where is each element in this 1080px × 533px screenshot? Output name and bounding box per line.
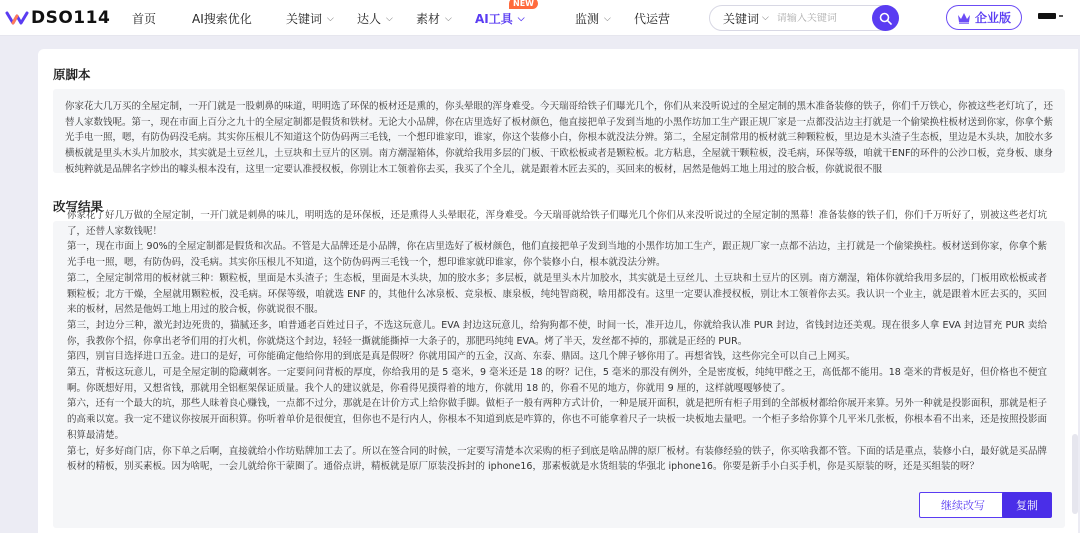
user-avatar[interactable]	[1038, 13, 1056, 19]
search-scope-select[interactable]	[710, 10, 769, 27]
nav-label: 监测	[575, 12, 600, 26]
nav-label: 达人	[357, 12, 382, 26]
result-paragraph: 第七，好多好商门店，你下单之后啊，直接就给小作坊贴牌加工去了。所以在签合同的时候，一定要写清楚本次采购的柜子到底是啥品牌的原厂板材。有装修经验的铁子，你买啥我都不管。下面的话是重点，装修小白，最好就是买品牌板材的精板，别买素板。因为啥呢，一会儿就给你干蒙圈了。通俗点讲，精板就是原厂原装没拆封的 iphone16，那素板就是水货组装的华强北 iphone16。你要是新手小白买手机，你是买原装的呀，还是买组装的呀？	[67, 445, 1047, 473]
chevron-down-icon: ⌵	[762, 13, 769, 23]
brand-logo[interactable]	[6, 8, 124, 28]
result-paragraph: 第四，别盲目选择进口五金。进口的是好，可你能确定他给你用的到底是真是假呀？你就用国产的五金，汉高、东泰、鼎固。这几个牌子够你用了。再想省钱，这些你完全可以自己上网买。	[67, 351, 856, 363]
rewrite-result-text	[67, 208, 1047, 475]
enterprise-button[interactable]	[946, 5, 1022, 30]
result-paragraph: 第三，封边分三种，激光封边死贵的，猫腻还多，咱普通老百姓过日子，不选这玩意儿。EVA 封边这玩意儿，给狗狗都不使，时间一长，准开边儿，你就给我认准 PUR 封边，省钱封边还美观。现在很多人拿 EVA 封边冒充 PUR 卖给你，我教你个招，你拿出老爷们用的打火机，你就烧这个封边，轻轻一撕就能撕掉一大条子的，那肥玛纯纯 EVA。烤了半天，发丝都不掉的，那就是正经的 PUR。	[67, 319, 1047, 347]
search-icon	[879, 12, 892, 25]
result-paragraph: 第六，还有一个最大的坑，那些人昧着良心赚钱，一点都不过分，那就是在计价方式上给你做手脚。做柜子一般有两种方式计价，一种是展开面积，就是把所有柜子用到的全部板材都给你展开来算。另外一种就是投影面积，那就是柜子的高乘以宽。我一定不建议你按展开面积算。你听着单价是很便宜，但你也不是行内人，你根本不知道到底是咋算的，你也不可能拿着尺子一块板一块板地去量吧。一个柜子多给你算个几平米几张板，你根本看不出来，还是按照投影面积算最清楚。	[67, 398, 1047, 441]
nav-item-influencers[interactable]	[357, 10, 393, 27]
new-badge: NEW	[509, 0, 538, 9]
logo-icon	[6, 10, 28, 26]
rewrite-result-title: 改写结果	[53, 199, 104, 214]
nav-label: AI搜索优化	[192, 12, 252, 26]
nav-label: 素材	[416, 12, 441, 26]
search-button[interactable]	[872, 5, 899, 31]
nav-item-agency[interactable]	[634, 10, 670, 27]
nav-label: AI工具	[475, 12, 513, 26]
page-scrollbar[interactable]	[1072, 434, 1078, 514]
original-script-text: 你家花大几万买的全屋定制，一开门就是一股刺鼻的味道，明明选了环保的板材还是熏的，你头晕眼的浑身难受。今天瑞哥给铁子们曝光几个，你们从来没听说过的全屋定制的黑木准备装修的铁子，你们千万铁心，你被这些老灯坑了，还替人家数钱呢。第一，现在市面上百分之九十的全屋定制都是假货和铁材。无论大小品牌，你在店里选好了板材颜色，他直接把单子发到当地的小黑作坊加工生产跟正规厂家是一点都没沾边主打就是一个偷梁换柱板材送到你家，你拿个紫光手电一照，嗯，有防伪码没毛病。其实你压根儿不知道这个防伪码两三毛钱，一个想印谁家印，谁家，你这个装修小白，你根本就没法分辨。第二，全屋定制常用的板材就三种颗粒板，里边是木头渣子生态板，里边是木头块，加胶水多横板就是里头木头片加胶水，其实就是土豆丝儿，土豆块和土豆片的区别。南方潮湿箱体，你就给我用多层的门板、干欧松板或者是颗粒板。北方粘息，全屋就干颗粒板，没毛病，环保等级，咱就干ENF的环件的公沙口板，竞身板、康身板纯粹就是品牌名字炒出的噱头根本没有，这里一定要认准授权板，你别让木工领着你去买，我买了个全儿，就是跟着木匠去买的，买回来的板材，居然是他妈工地上用过的胶合板，你就说很不服	[65, 101, 1054, 175]
nav-item-ai-tools[interactable]	[475, 0, 534, 27]
search-scope-label: 关键词	[723, 11, 760, 26]
brand-name: DSO114	[31, 7, 111, 28]
chevron-down-icon: ⌵	[445, 13, 452, 24]
crown-icon	[957, 12, 971, 24]
chevron-down-icon: ⌵	[386, 13, 393, 24]
nav-item-materials[interactable]	[416, 10, 452, 27]
result-paragraph: 第五，背板这玩意儿，可是全屋定制的隐藏刺客。一定要问问背板的厚度，你给我用的是 5 毫米，9 毫米还是 18 的呀？记住，5 毫米的那没有例外，全是密度板，纯纯甲醛之王，高低都不能用。18 毫米的背板是好，但价格也不便宜啊。你既想好用，又想省钱，那就用全铝框架保证质量。我个人的建议就是，你看得见摸得着的地方，你就用 18 的，你看不见的地方，你就用 9 厘的，这样就嘎嘎够使了。	[67, 367, 1047, 394]
search-box	[709, 5, 899, 31]
top-nav-bar	[0, 0, 1080, 36]
enterprise-label: 企业版	[974, 11, 1011, 25]
user-menu-icon[interactable]	[1059, 15, 1063, 17]
result-paragraph: 你家花了好几万做的全屋定制，一开门就是刺鼻的味儿，明明选的是环保板，还是熏得人头晕眼花，浑身难受。今天瑞哥就给铁子们曝光几个你们从来没听说过的全屋定制的黑幕！准备装修的铁子们，你们千万听好了，别被这些老灯坑了，还替人家数钱呢！	[67, 210, 1047, 237]
rewrite-panel	[38, 49, 1078, 533]
nav-item-keywords[interactable]	[286, 10, 334, 27]
search-input[interactable]	[777, 13, 867, 24]
original-script-title: 原脚本	[53, 67, 91, 82]
rewrite-result-box[interactable]	[53, 210, 1065, 528]
nav-item-home[interactable]	[132, 10, 156, 27]
original-script-box[interactable]	[53, 89, 1065, 173]
copy-button[interactable]: 复制	[1002, 492, 1052, 518]
nav-item-ai-search[interactable]	[192, 10, 252, 27]
nav-label: 代运营	[634, 12, 671, 26]
nav-label: 关键词	[286, 12, 323, 26]
result-paragraph: 第一，现在市面上 90%的全屋定制都是假货和次品。不管是大品牌还是小品牌，你在店里选好了板材颜色，他们直接把单子发到当地的小黑作坊加工生产，跟正规厂家一点都不沾边，主打就是一个偷梁换柱。板材送到你家，你拿个紫光手电一照，嗯，有防伪码，没毛病。其实你压根儿不知道，这个防伪码两三毛钱一个，想印谁家就印谁家，你个装修小白，根本就没法分辨。	[67, 241, 1047, 269]
continue-rewrite-button[interactable]: 继续改写	[919, 492, 1007, 518]
chevron-down-icon: ⌵	[604, 13, 611, 24]
nav-item-monitoring[interactable]	[575, 10, 611, 27]
nav-label: 首页	[132, 12, 157, 26]
chevron-down-icon: ⌵	[517, 13, 525, 24]
result-paragraph: 第二，全屋定制常用的板材就三种：颗粒板，里面是木头渣子；生态板，里面是木头块，加的胶水多；多层板，就是里头木片加胶水，其实就是土豆丝儿、土豆块和土豆片的区别。南方潮湿，箱体你就给我用多层的，门板用欧松板或者颗粒板；北方干燥，全屋就用颗粒板，没毛病。环保等级，咱就选 ENF 的，其他什么冰泉板、竞泉板、康泉板，纯纯智商税，啥用都没有。这里一定要认准授权板，别让木工领着你去买。我认识一个业主，就是跟着木匠去买的，买回来的板材，居然是他妈工地上用过的胶合板，你就说很不服。	[67, 272, 1047, 316]
chevron-down-icon: ⌵	[327, 13, 334, 24]
